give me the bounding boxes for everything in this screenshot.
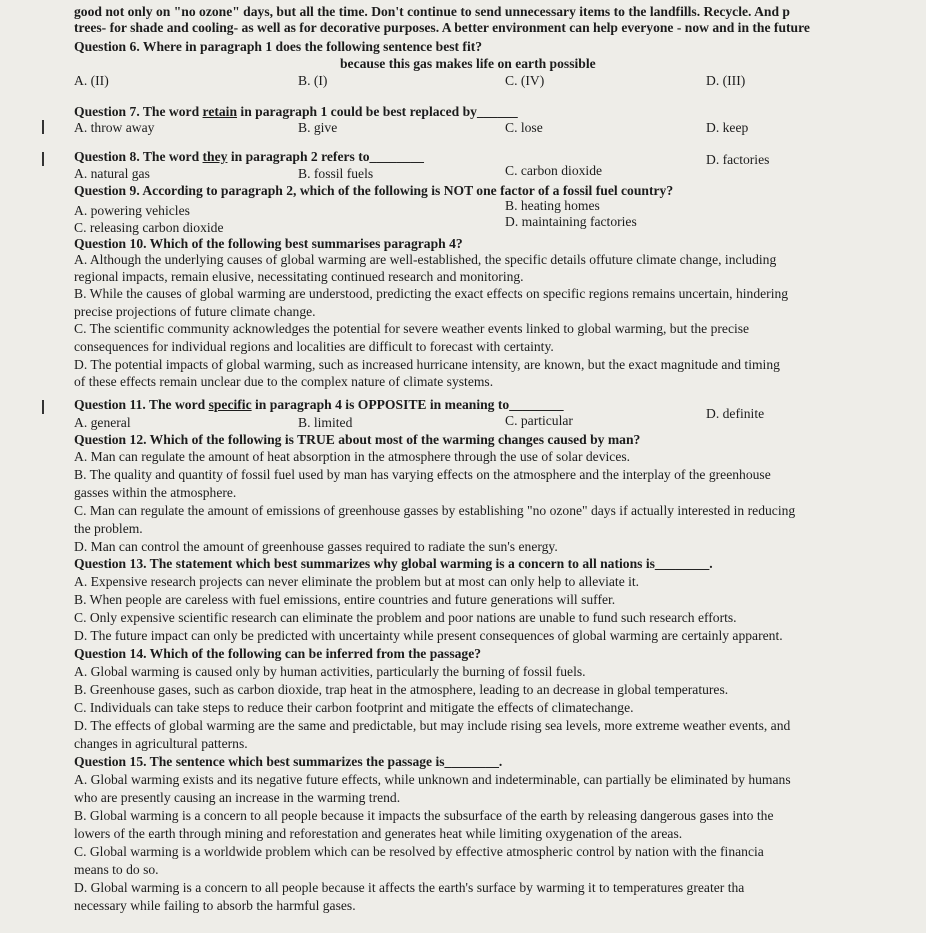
q11-option[interactable]: C. particular	[505, 413, 573, 428]
question-7	[74, 104, 518, 120]
q7-word: retain	[202, 104, 238, 119]
q10-option-line: of these effects remain unclear due to the complex nature of climate systems.	[74, 374, 494, 389]
q10-option-line[interactable]: C. The scientific community acknowledges the potential for severe weather events linked to global warming, but the precise	[74, 321, 750, 336]
q13-option-line[interactable]: B. When people are careless with fuel emissions, entire countries and future generations will suffer.	[74, 592, 616, 607]
q15-option-line: lowers of the earth through mining and reforestation and generates heat while limiting oxygenation of the areas.	[74, 826, 683, 841]
q14-option-line[interactable]: D. The effects of global warming are the same and predictable, but may include rising sea levels, more extreme weather events, and	[74, 718, 791, 733]
question-12: Question 12. Which of the following is TRUE about most of the warming changes caused by man?	[74, 432, 641, 447]
q12-option-line: the problem.	[74, 521, 143, 536]
q12-option-line[interactable]: D. Man can control the amount of greenhouse gasses required to radiate the sun's energy.	[74, 539, 558, 554]
q8-text: Question 8. The word	[74, 149, 203, 164]
intro-line: good not only on "no ozone" days, but all the time. Don't continue to send unnecessary items to the landfills. Recycle. And p	[74, 4, 790, 19]
q11-option[interactable]: D. definite	[706, 406, 765, 421]
q15-option-line[interactable]: C. Global warming is a worldwide problem which can be resolved by effective atmospheric control by nation with the financia	[74, 844, 764, 859]
q7-option[interactable]: B. give	[298, 120, 338, 135]
q11-option[interactable]: B. limited	[298, 415, 353, 430]
q13-option-line[interactable]: D. The future impact can only be predicted with uncertainty while present consequences of global warming are certainly apparent.	[74, 628, 783, 643]
q6-option[interactable]: B. (I)	[298, 73, 328, 88]
q15-option-line[interactable]: A. Global warming exists and its negative future effects, while unknown and indeterminable, can partially be eliminated by humans	[74, 772, 791, 787]
q13-option-line[interactable]: A. Expensive research projects can never eliminate the problem but at most can only help to alleviate it.	[74, 574, 640, 589]
q8-option[interactable]: C. carbon dioxide	[505, 163, 603, 178]
q15-option-line: who are presently causing an increase in the warming trend.	[74, 790, 401, 805]
q11-text: Question 11. The word	[74, 397, 209, 412]
q9-option[interactable]: C. releasing carbon dioxide	[74, 220, 224, 235]
question-8	[74, 149, 424, 165]
q11-option[interactable]: A. general	[74, 415, 131, 430]
q8-text: in paragraph 2 refers to________	[227, 149, 424, 164]
q9-option[interactable]: A. powering vehicles	[74, 203, 190, 218]
q6-option[interactable]: A. (II)	[74, 73, 109, 88]
question-6: Question 6. Where in paragraph 1 does the following sentence best fit?	[74, 39, 483, 54]
q10-option-line[interactable]: D. The potential impacts of global warming, such as increased hurricane intensity, are known, but the exact magnitude and timing	[74, 357, 780, 372]
q6-option[interactable]: C. (IV)	[505, 73, 545, 88]
q14-option-line: changes in agricultural patterns.	[74, 736, 248, 751]
margin-mark	[42, 152, 44, 166]
q10-option-line: regional impacts, remain elusive, necessitating continued research and monitoring.	[74, 269, 524, 284]
q6-option[interactable]: D. (III)	[706, 73, 746, 88]
q7-text: Question 7. The word	[74, 104, 203, 119]
q10-option-line[interactable]: B. While the causes of global warming are understood, predicting the exact effects on specific regions remains uncertain, hindering	[74, 286, 789, 301]
q9-option[interactable]: B. heating homes	[505, 198, 600, 213]
question-15: Question 15. The sentence which best summarizes the passage is________.	[74, 754, 503, 769]
margin-mark	[42, 120, 44, 134]
question-9: Question 9. According to paragraph 2, which of the following is NOT one factor of a fossil fuel country?	[74, 183, 674, 198]
question-11	[74, 397, 564, 413]
q8-option[interactable]: B. fossil fuels	[298, 166, 374, 181]
q15-option-line: necessary while failing to absorb the harmful gases.	[74, 898, 356, 913]
intro-line: trees- for shade and cooling- as well as for decorative purposes. A better environment can help everyone - now and in the future	[74, 20, 810, 35]
question-14: Question 14. Which of the following can be inferred from the passage?	[74, 646, 482, 661]
q8-option[interactable]: A. natural gas	[74, 166, 150, 181]
question-13: Question 13. The statement which best summarizes why global warming is a concern to all nations is________.	[74, 556, 713, 571]
q14-option-line[interactable]: A. Global warming is caused only by human activities, particularly the burning of fossil fuels.	[74, 664, 586, 679]
q11-word: specific	[208, 397, 252, 412]
q8-option[interactable]: D. factories	[706, 152, 770, 167]
q14-option-line[interactable]: B. Greenhouse gases, such as carbon dioxide, trap heat in the atmosphere, leading to an decrease in global temperatures.	[74, 682, 729, 697]
q7-option[interactable]: C. lose	[505, 120, 543, 135]
q9-option[interactable]: D. maintaining factories	[505, 214, 637, 229]
q13-option-line[interactable]: C. Only expensive scientific research can eliminate the problem and poor nations are unable to fund such research efforts.	[74, 610, 737, 625]
q8-word: they	[202, 149, 228, 164]
q7-text: in paragraph 1 could be best replaced by______	[237, 104, 518, 119]
q15-option-line[interactable]: B. Global warming is a concern to all people because it impacts the subsurface of the earth by releasing dangerous gases into the	[74, 808, 774, 823]
q11-text: in paragraph 4 is OPPOSITE in meaning to________	[251, 397, 564, 412]
q12-option-line[interactable]: B. The quality and quantity of fossil fuel used by man has varying effects on the atmosphere and the interplay of the greenhouse	[74, 467, 771, 482]
q7-option[interactable]: A. throw away	[74, 120, 155, 135]
question-10: Question 10. Which of the following best summarises paragraph 4?	[74, 236, 463, 251]
q10-option-line: consequences for individual regions and localities are difficult to forecast with certainty.	[74, 339, 554, 354]
q12-option-line[interactable]: A. Man can regulate the amount of heat absorption in the atmosphere through the use of solar devices.	[74, 449, 631, 464]
q7-option[interactable]: D. keep	[706, 120, 749, 135]
margin-mark	[42, 400, 44, 414]
q6-sentence: because this gas makes life on earth possible	[340, 56, 596, 71]
q12-option-line: gasses within the atmosphere.	[74, 485, 237, 500]
q10-option-line: precise projections of future climate change.	[74, 304, 316, 319]
q12-option-line[interactable]: C. Man can regulate the amount of emissions of greenhouse gasses by establishing "no ozone" days if actually interested in reducing	[74, 503, 796, 518]
q10-option-line[interactable]: A. Although the underlying causes of global warming are well-established, the specific details offuture climate change, including	[74, 252, 777, 267]
q14-option-line[interactable]: C. Individuals can take steps to reduce their carbon footprint and mitigate the effects of climatechange.	[74, 700, 634, 715]
q15-option-line[interactable]: D. Global warming is a concern to all people because it affects the earth's surface by warming it to temperatures greater tha	[74, 880, 745, 895]
q15-option-line: means to do so.	[74, 862, 159, 877]
